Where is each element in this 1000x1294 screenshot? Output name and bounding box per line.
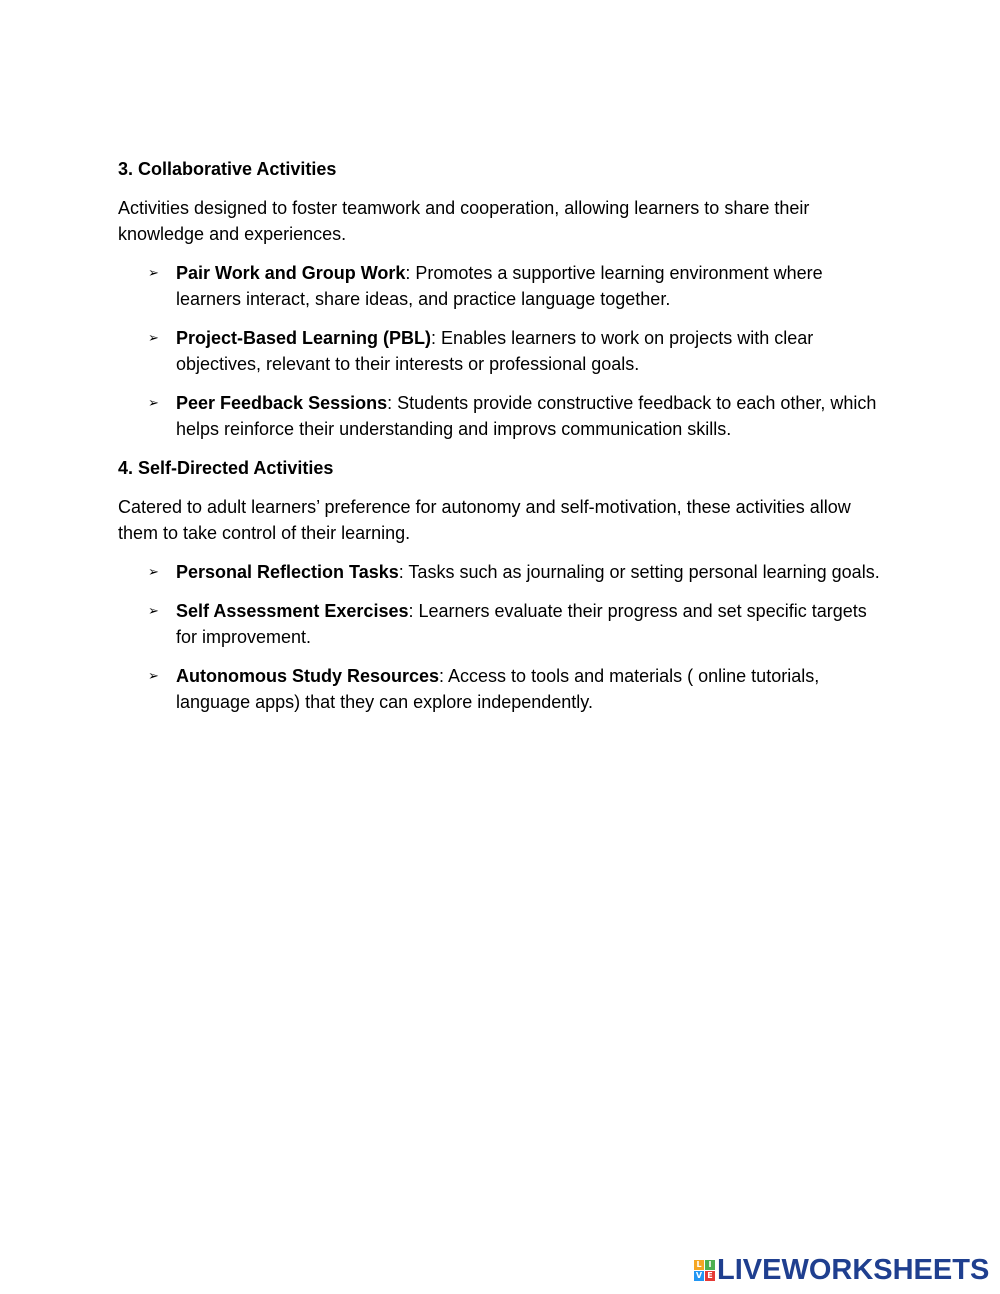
item-term: Self Assessment Exercises	[176, 601, 409, 621]
bullet-list-collaborative	[118, 260, 888, 442]
arrow-bullet-icon: ➢	[148, 395, 159, 410]
item-term: Personal Reflection Tasks	[176, 562, 399, 582]
logo-mark-icon	[694, 1260, 715, 1281]
item-description: : Tasks such as journaling or setting personal learning goals.	[398, 562, 880, 582]
section-heading-collaborative: 3. Collaborative Activities	[118, 159, 337, 179]
logo-letter-cell: V	[695, 1270, 703, 1280]
list-item	[118, 260, 888, 312]
arrow-bullet-icon: ➢	[148, 564, 159, 579]
bullet-list-self-directed	[118, 559, 888, 715]
list-item	[118, 559, 888, 585]
item-description: : Access to tools and materials ( online tutorials, language apps) that they can explore independently.	[176, 666, 820, 712]
liveworksheets-logo	[694, 1255, 989, 1285]
section-heading-self-directed: 4. Self-Directed Activities	[118, 458, 334, 478]
list-item	[118, 325, 888, 377]
list-item	[118, 390, 888, 442]
document-page	[118, 156, 888, 728]
logo-letter-cell: L	[694, 1260, 704, 1270]
logo-letter-cell: I	[705, 1260, 715, 1270]
arrow-bullet-icon: ➢	[148, 330, 159, 345]
item-term: Peer Feedback Sessions	[176, 393, 388, 413]
arrow-bullet-icon: ➢	[148, 265, 159, 280]
item-description: : Students provide constructive feedback to each other, which helps reinforce their understanding and improvs communication skills.	[176, 393, 877, 439]
logo-letter-cell: E	[705, 1271, 715, 1281]
logo-wordmark: LIVEWORKSHEETS	[717, 1254, 990, 1286]
item-term: Pair Work and Group Work	[176, 263, 406, 283]
item-term: Autonomous Study Resources	[176, 666, 440, 686]
item-description: : Learners evaluate their progress and set specific targets for improvement.	[176, 601, 867, 647]
list-item	[118, 663, 888, 715]
arrow-bullet-icon: ➢	[148, 603, 159, 618]
section-intro-self-directed: Catered to adult learners’ preference for autonomy and self-motivation, these activities allow them to take control of their learning.	[118, 497, 851, 543]
item-description: : Enables learners to work on projects with clear objectives, relevant to their interests or professional goals.	[176, 328, 814, 374]
list-item	[118, 598, 888, 650]
section-intro-collaborative: Activities designed to foster teamwork and cooperation, allowing learners to share their knowledge and experiences.	[118, 198, 810, 244]
item-term: Project-Based Learning (PBL)	[176, 328, 432, 348]
arrow-bullet-icon: ➢	[148, 668, 159, 683]
item-description: : Promotes a supportive learning environment where learners interact, share ideas, and practice language together.	[176, 263, 823, 309]
